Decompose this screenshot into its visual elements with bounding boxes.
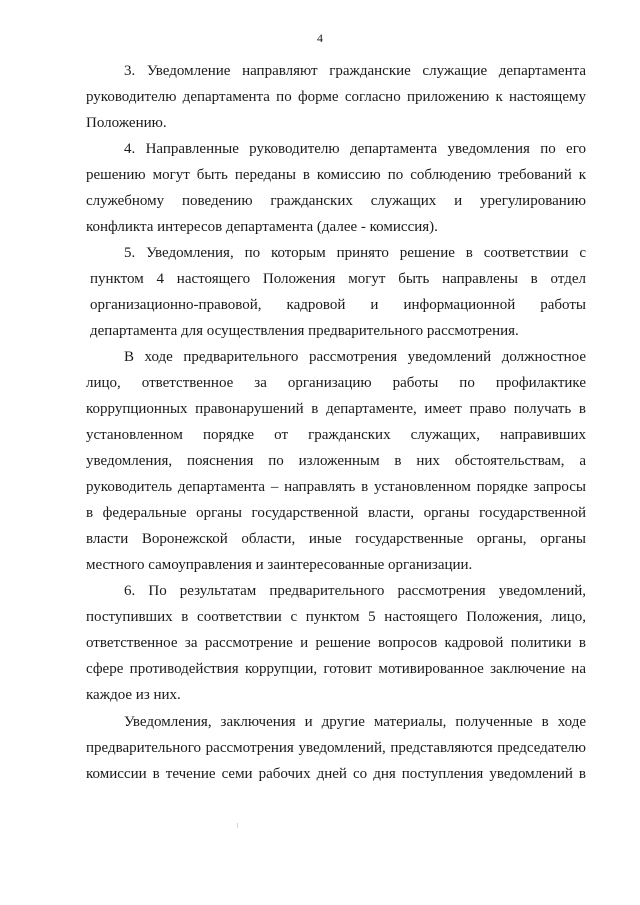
text-line: ответственное за рассмотрение и решение вопросов кадровой политики в [86,635,586,651]
text-line: В ходе предварительного рассмотрения уведомлений должностное [124,349,586,365]
text-line: организационно-правовой, кадровой и информационной работы [90,297,586,313]
text-line: служебному поведению гражданских служащих и урегулированию [86,193,586,209]
text-line: в федеральные органы государственной власти, органы государственной [86,505,586,521]
text-line: руководителю департамента по форме согласно приложению к настоящему [86,89,586,105]
text-line: власти Воронежской области, иные государственные органы, органы [86,531,586,547]
text-line: лицо, ответственное за организацию работы по профилактике [86,375,586,391]
text-line: решению могут быть переданы в комиссию по соблюдению требований к [86,167,586,183]
text-line: 5. Уведомления, по которым принято решение в соответствии с [124,245,586,261]
text-line: местного самоуправления и заинтересованные организации. [86,557,473,573]
text-line: установленном порядке от гражданских служащих, направивших [86,427,586,443]
text-line: пунктом 4 настоящего Положения могут быть направлены в отдел [90,271,586,287]
text-line: сфере противодействия коррупции, готовит мотивированное заключение на [86,661,586,677]
text-line: Положению. [86,115,167,131]
text-line: коррупционных правонарушений в департаменте, имеет право получать в [86,401,586,417]
text-line: комиссии в течение семи рабочих дней со дня поступления уведомлений в [86,766,586,782]
text-line: Уведомления, заключения и другие материалы, полученные в ходе [124,714,586,730]
scan-speck [237,823,238,828]
text-line: департамента для осуществления предварительного рассмотрения. [90,323,519,339]
text-line: поступивших в соответствии с пунктом 5 настоящего Положения, лицо, [86,609,586,625]
page-number: 4 [317,31,323,45]
text-line: конфликта интересов департамента (далее - комиссия). [86,219,438,235]
text-line: предварительного рассмотрения уведомлений, представляются председателю [86,740,586,756]
text-line: 3. Уведомление направляют гражданские служащие департамента [124,63,586,79]
text-line: уведомления, пояснения по изложенным в них обстоятельствам, а [86,453,586,469]
text-line: каждое из них. [86,687,181,703]
text-line: 6. По результатам предварительного рассмотрения уведомлений, [124,583,586,599]
text-line: 4. Направленные руководителю департамента уведомления по его [124,141,586,157]
text-line: руководитель департамента – направлять в установленном порядке запросы [86,479,586,495]
